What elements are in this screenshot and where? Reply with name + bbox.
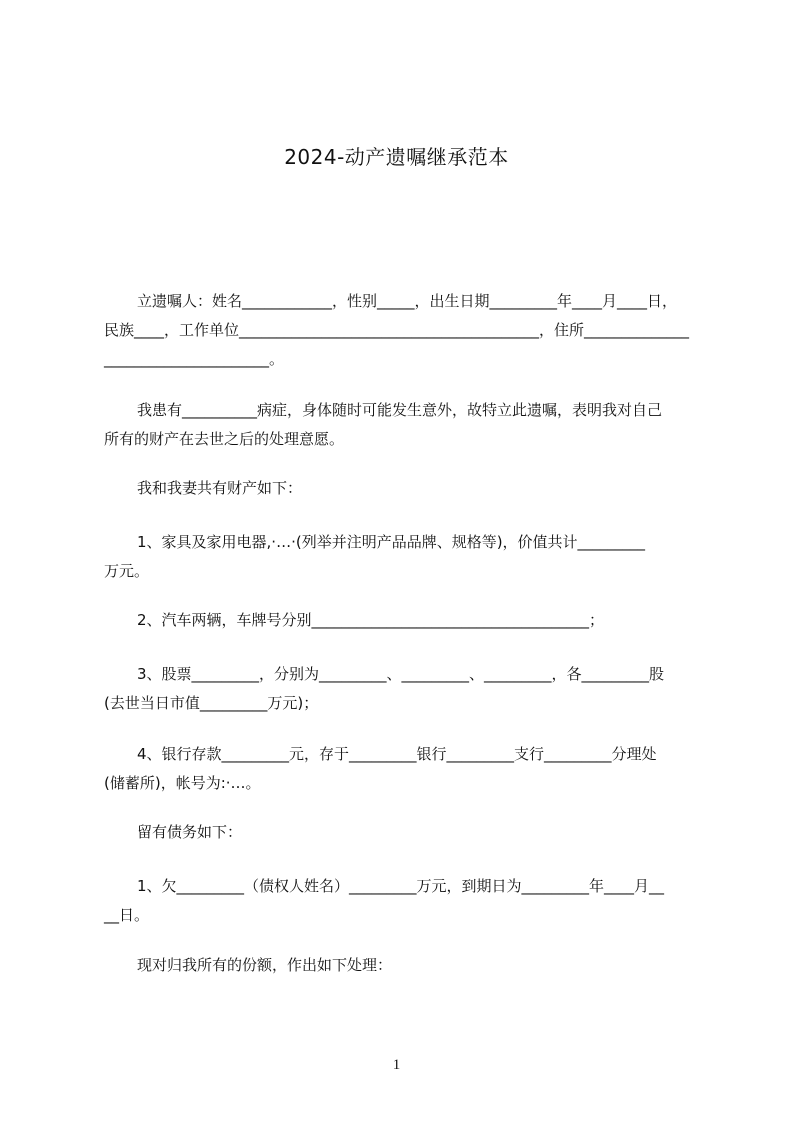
- paragraph-shared-property-heading: [104, 474, 702, 503]
- paragraph-line: 所有的财产在去世之后的处理意愿。: [104, 430, 345, 448]
- paragraph-line: 我患有__________病症，身体随时可能发生意外，故特立此遗嘱，表明我对自己: [137, 401, 663, 419]
- paragraph-line: 现对归我所有的份额，作出如下处理：: [137, 956, 393, 974]
- paragraph-line: 2、汽车两辆，车牌号分别_____________________________________；: [137, 611, 605, 629]
- paragraph-line: 万元。: [104, 562, 150, 580]
- paragraph-line: ______________________。: [104, 350, 285, 368]
- paragraph-line: 1、欠_________（债权人姓名）_________万元，到期日为_________年____月__: [137, 877, 665, 895]
- document-title: 2024-动产遗嘱继承范本: [284, 145, 509, 169]
- paragraph-line: (去世当日市值_________万元)；: [104, 694, 319, 712]
- paragraph-debts-heading: [104, 818, 702, 847]
- paragraph-testator-info: [104, 287, 702, 374]
- paragraph-line: 立遗嘱人：姓名____________，性别_____，出生日期_________年____月____日，: [137, 292, 678, 310]
- paragraph-item-cars: [104, 606, 702, 635]
- page-number: 1: [392, 1057, 401, 1073]
- paragraph-disposition: [104, 951, 702, 980]
- paragraph-line: 留有债务如下：: [137, 823, 243, 841]
- paragraph-line: 民族____，工作单位________________________________________，住所______________: [104, 321, 690, 339]
- paragraph-item-bank: [104, 740, 702, 798]
- paragraph-line: 1、家具及家用电器,·…·(列举并注明产品品牌、规格等)，价值共计_________: [137, 533, 646, 551]
- paragraph-intent: [104, 396, 702, 454]
- paragraph-line: (储蓄所)，帐号为:·…。: [104, 774, 261, 792]
- paragraph-item-furniture: [104, 528, 702, 586]
- paragraph-line: __日。: [104, 906, 150, 924]
- paragraph-line: 4、银行存款_________元，存于_________银行_________支行_________分理处: [137, 745, 657, 763]
- paragraph-item-stocks: [104, 660, 702, 718]
- paragraph-debt-item: [104, 872, 702, 930]
- paragraph-line: 我和我妻共有财产如下：: [137, 479, 303, 497]
- paragraph-line: 3、股票_________，分别为_________、_________、_________，各_________股: [137, 665, 665, 683]
